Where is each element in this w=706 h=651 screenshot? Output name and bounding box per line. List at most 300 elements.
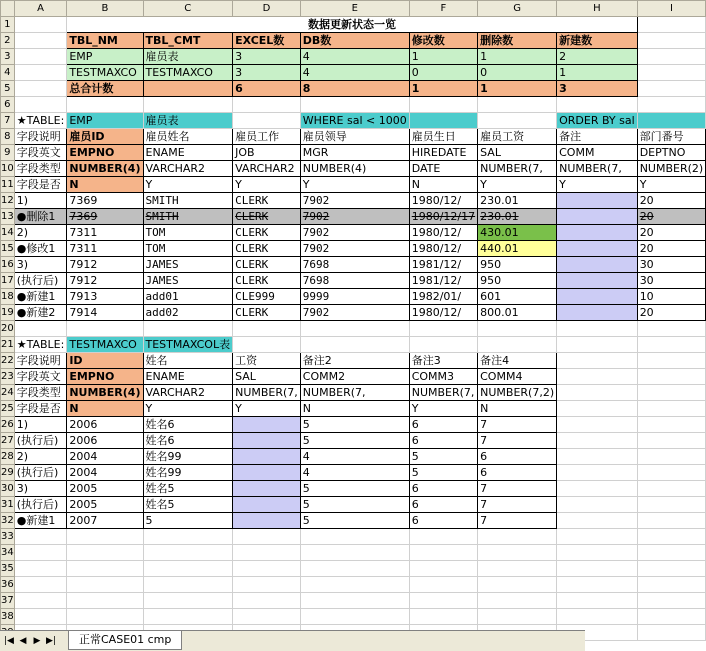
- row-header[interactable]: 22: [1, 353, 15, 369]
- cell-e26[interactable]: 5: [300, 417, 409, 433]
- cell-e25[interactable]: N: [300, 401, 409, 417]
- cell-f38[interactable]: [409, 609, 477, 625]
- cell-g25[interactable]: N: [478, 401, 557, 417]
- sheet-title-cell[interactable]: 数据更新状态一览: [67, 17, 637, 33]
- cell-i30[interactable]: [637, 481, 706, 497]
- cell-a5[interactable]: [14, 81, 67, 97]
- cell-g34[interactable]: [478, 545, 557, 561]
- row-header[interactable]: 20: [1, 321, 15, 337]
- cell-i18[interactable]: 10: [637, 289, 706, 305]
- cell-f23[interactable]: COMM3: [409, 369, 477, 385]
- cell-c23[interactable]: ENAME: [143, 369, 233, 385]
- cell-b22[interactable]: ID: [67, 353, 143, 369]
- cell-h25[interactable]: [557, 401, 638, 417]
- cell-d11[interactable]: Y: [233, 177, 301, 193]
- cell-a24[interactable]: 字段类型: [14, 385, 67, 401]
- cell-g7[interactable]: [478, 113, 557, 129]
- cell-g18[interactable]: 601: [478, 289, 557, 305]
- cell-e13[interactable]: 7902: [300, 209, 409, 225]
- cell-e36[interactable]: [300, 577, 409, 593]
- cell-e24[interactable]: NUMBER(7,: [300, 385, 409, 401]
- column-header-i[interactable]: I: [637, 1, 706, 17]
- cell-b27[interactable]: 2006: [67, 433, 143, 449]
- row-header[interactable]: 5: [1, 81, 15, 97]
- cell-e7[interactable]: WHERE sal < 1000: [300, 113, 409, 129]
- cell-b8[interactable]: 雇员ID: [67, 129, 143, 145]
- cell-c26[interactable]: 姓名6: [143, 417, 233, 433]
- column-header-h[interactable]: H: [557, 1, 638, 17]
- cell-d37[interactable]: [233, 593, 301, 609]
- cell-a32[interactable]: ●新建1: [14, 513, 67, 529]
- cell-b4[interactable]: TESTMAXCO: [67, 65, 143, 81]
- cell-c13[interactable]: SMITH: [143, 209, 233, 225]
- cell-g13[interactable]: 230.01: [478, 209, 557, 225]
- cell-a34[interactable]: [14, 545, 67, 561]
- cell-a19[interactable]: ●新建2: [14, 305, 67, 321]
- row-header[interactable]: 31: [1, 497, 15, 513]
- cell-e11[interactable]: Y: [300, 177, 409, 193]
- column-header-g[interactable]: G: [478, 1, 557, 17]
- cell-h30[interactable]: [557, 481, 638, 497]
- cell-i8[interactable]: 部门番号: [637, 129, 706, 145]
- cell-h22[interactable]: [557, 353, 638, 369]
- cell-g37[interactable]: [478, 593, 557, 609]
- cell-g11[interactable]: Y: [478, 177, 557, 193]
- cell-f36[interactable]: [409, 577, 477, 593]
- cell-i13[interactable]: 20: [637, 209, 706, 225]
- row-header[interactable]: 34: [1, 545, 15, 561]
- cell-i23[interactable]: [637, 369, 706, 385]
- cell-i29[interactable]: [637, 465, 706, 481]
- row-header[interactable]: 1: [1, 17, 15, 33]
- cell-e22[interactable]: 备注2: [300, 353, 409, 369]
- cell-e14[interactable]: 7902: [300, 225, 409, 241]
- cell-i15[interactable]: 20: [637, 241, 706, 257]
- cell-h34[interactable]: [557, 545, 638, 561]
- cell-e23[interactable]: COMM2: [300, 369, 409, 385]
- cell-g12[interactable]: 230.01: [478, 193, 557, 209]
- cell-b13[interactable]: 7369: [67, 209, 143, 225]
- cell-g31[interactable]: 7: [478, 497, 557, 513]
- cell-h23[interactable]: [557, 369, 638, 385]
- cell-c14[interactable]: TOM: [143, 225, 233, 241]
- cell-g3[interactable]: 1: [478, 49, 557, 65]
- row-header[interactable]: 32: [1, 513, 15, 529]
- cell-h27[interactable]: [557, 433, 638, 449]
- cell-i17[interactable]: 30: [637, 273, 706, 289]
- cell-f27[interactable]: 6: [409, 433, 477, 449]
- cell-h35[interactable]: [557, 561, 638, 577]
- cell-a14[interactable]: 2): [14, 225, 67, 241]
- cell-f26[interactable]: 6: [409, 417, 477, 433]
- cell-e35[interactable]: [300, 561, 409, 577]
- cell-d10[interactable]: VARCHAR2: [233, 161, 301, 177]
- cell-g21[interactable]: [478, 337, 557, 353]
- cell-i14[interactable]: 20: [637, 225, 706, 241]
- cell-e2[interactable]: DB数: [300, 33, 409, 49]
- cell-d4[interactable]: 3: [233, 65, 301, 81]
- cell-i31[interactable]: [637, 497, 706, 513]
- cell-h21[interactable]: [557, 337, 638, 353]
- cell-e17[interactable]: 7698: [300, 273, 409, 289]
- cell-a4[interactable]: [14, 65, 67, 81]
- cell-c12[interactable]: SMITH: [143, 193, 233, 209]
- row-header[interactable]: 23: [1, 369, 15, 385]
- cell-h29[interactable]: [557, 465, 638, 481]
- cell-e8[interactable]: 雇员领导: [300, 129, 409, 145]
- cell-e33[interactable]: [300, 529, 409, 545]
- cell-c27[interactable]: 姓名6: [143, 433, 233, 449]
- cell-a3[interactable]: [14, 49, 67, 65]
- cell-h32[interactable]: [557, 513, 638, 529]
- cell-b16[interactable]: 7912: [67, 257, 143, 273]
- cell-i38[interactable]: [637, 609, 706, 625]
- cell-e4[interactable]: 4: [300, 65, 409, 81]
- cell-h18[interactable]: [557, 289, 638, 305]
- cell-c30[interactable]: 姓名5: [143, 481, 233, 497]
- cell-e27[interactable]: 5: [300, 433, 409, 449]
- cell-b2[interactable]: TBL_NM: [67, 33, 143, 49]
- row-header[interactable]: 21: [1, 337, 15, 353]
- cell-a16[interactable]: 3): [14, 257, 67, 273]
- cell-h3[interactable]: 2: [557, 49, 638, 65]
- cell-a37[interactable]: [14, 593, 67, 609]
- row-header[interactable]: 17: [1, 273, 15, 289]
- cell-i2[interactable]: [637, 33, 706, 49]
- cell-h13[interactable]: [557, 209, 638, 225]
- column-header-f[interactable]: F: [409, 1, 477, 17]
- cell-c21[interactable]: TESTMAXCOL表: [143, 337, 233, 353]
- cell-f16[interactable]: 1981/12/: [409, 257, 477, 273]
- cell-h17[interactable]: [557, 273, 638, 289]
- cell-a25[interactable]: 字段是否: [14, 401, 67, 417]
- row-header[interactable]: 38: [1, 609, 15, 625]
- cell-c24[interactable]: VARCHAR2: [143, 385, 233, 401]
- cell-b11[interactable]: N: [67, 177, 143, 193]
- row-header[interactable]: 33: [1, 529, 15, 545]
- row-header[interactable]: 4: [1, 65, 15, 81]
- cell-d25[interactable]: Y: [233, 401, 301, 417]
- row-header[interactable]: 25: [1, 401, 15, 417]
- cell-g28[interactable]: 6: [478, 449, 557, 465]
- cell-b17[interactable]: 7912: [67, 273, 143, 289]
- cell-f3[interactable]: 1: [409, 49, 477, 65]
- cell-f29[interactable]: 5: [409, 465, 477, 481]
- column-header-b[interactable]: B: [67, 1, 143, 17]
- cell-h14[interactable]: [557, 225, 638, 241]
- cell-a15[interactable]: ●修改1: [14, 241, 67, 257]
- row-header[interactable]: 29: [1, 465, 15, 481]
- cell-i10[interactable]: NUMBER(2): [637, 161, 706, 177]
- cell-d27[interactable]: [233, 433, 301, 449]
- cell-f18[interactable]: 1982/01/: [409, 289, 477, 305]
- cell-a38[interactable]: [14, 609, 67, 625]
- row-header[interactable]: 19: [1, 305, 15, 321]
- cell-a36[interactable]: [14, 577, 67, 593]
- cell-i19[interactable]: 20: [637, 305, 706, 321]
- cell-d7[interactable]: [233, 113, 301, 129]
- cell-f15[interactable]: 1980/12/: [409, 241, 477, 257]
- cell-e5[interactable]: 8: [300, 81, 409, 97]
- cell-i7[interactable]: [637, 113, 706, 129]
- cell-f8[interactable]: 雇员生日: [409, 129, 477, 145]
- cell-d3[interactable]: 3: [233, 49, 301, 65]
- row-header[interactable]: 14: [1, 225, 15, 241]
- cell-h11[interactable]: Y: [557, 177, 638, 193]
- cell-f34[interactable]: [409, 545, 477, 561]
- cell-i27[interactable]: [637, 433, 706, 449]
- cell-f5[interactable]: 1: [409, 81, 477, 97]
- row-header[interactable]: 30: [1, 481, 15, 497]
- cell-b29[interactable]: 2004: [67, 465, 143, 481]
- cell-b34[interactable]: [67, 545, 143, 561]
- cell-e20[interactable]: [300, 321, 409, 337]
- cell-c35[interactable]: [143, 561, 233, 577]
- cell-d8[interactable]: 雇员工作: [233, 129, 301, 145]
- cell-c34[interactable]: [143, 545, 233, 561]
- row-header[interactable]: 9: [1, 145, 15, 161]
- cell-g16[interactable]: 950: [478, 257, 557, 273]
- cell-a29[interactable]: (执行后): [14, 465, 67, 481]
- cell-h31[interactable]: [557, 497, 638, 513]
- cell-d35[interactable]: [233, 561, 301, 577]
- cell-d36[interactable]: [233, 577, 301, 593]
- cell-b19[interactable]: 7914: [67, 305, 143, 321]
- first-sheet-button[interactable]: |◀: [4, 636, 14, 646]
- cell-g23[interactable]: COMM4: [478, 369, 557, 385]
- cell-i20[interactable]: [637, 321, 706, 337]
- cell-c25[interactable]: Y: [143, 401, 233, 417]
- cell-b32[interactable]: 2007: [67, 513, 143, 529]
- cell-i6[interactable]: [637, 97, 706, 113]
- row-header[interactable]: 12: [1, 193, 15, 209]
- cell-g17[interactable]: 950: [478, 273, 557, 289]
- cell-g6[interactable]: [478, 97, 557, 113]
- cell-d38[interactable]: [233, 609, 301, 625]
- cell-d24[interactable]: NUMBER(7,: [233, 385, 301, 401]
- cell-i12[interactable]: 20: [637, 193, 706, 209]
- cell-g19[interactable]: 800.01: [478, 305, 557, 321]
- row-header[interactable]: 24: [1, 385, 15, 401]
- cell-g22[interactable]: 备注4: [478, 353, 557, 369]
- cell-f6[interactable]: [409, 97, 477, 113]
- cell-c33[interactable]: [143, 529, 233, 545]
- cell-d16[interactable]: CLERK: [233, 257, 301, 273]
- cell-c28[interactable]: 姓名99: [143, 449, 233, 465]
- cell-g27[interactable]: 7: [478, 433, 557, 449]
- cell-e3[interactable]: 4: [300, 49, 409, 65]
- cell-c38[interactable]: [143, 609, 233, 625]
- cell-d19[interactable]: CLERK: [233, 305, 301, 321]
- cell-c8[interactable]: 雇员姓名: [143, 129, 233, 145]
- sheet-tab-active[interactable]: 正常CASE01 cmp: [68, 631, 182, 650]
- cell-f21[interactable]: [409, 337, 477, 353]
- row-header[interactable]: 16: [1, 257, 15, 273]
- cell-g29[interactable]: 6: [478, 465, 557, 481]
- cell-b33[interactable]: [67, 529, 143, 545]
- cell-c17[interactable]: JAMES: [143, 273, 233, 289]
- cell-a17[interactable]: (执行后): [14, 273, 67, 289]
- cell-b7[interactable]: EMP: [67, 113, 143, 129]
- cell-h37[interactable]: [557, 593, 638, 609]
- cell-f31[interactable]: 6: [409, 497, 477, 513]
- cell-f4[interactable]: 0: [409, 65, 477, 81]
- cell-d31[interactable]: [233, 497, 301, 513]
- cell-c22[interactable]: 姓名: [143, 353, 233, 369]
- cell-i28[interactable]: [637, 449, 706, 465]
- cell-c31[interactable]: 姓名5: [143, 497, 233, 513]
- cell-a30[interactable]: 3): [14, 481, 67, 497]
- row-header[interactable]: 3: [1, 49, 15, 65]
- cell-d33[interactable]: [233, 529, 301, 545]
- row-header[interactable]: 8: [1, 129, 15, 145]
- row-header[interactable]: 27: [1, 433, 15, 449]
- cell-b25[interactable]: N: [67, 401, 143, 417]
- cell-e37[interactable]: [300, 593, 409, 609]
- row-header[interactable]: 35: [1, 561, 15, 577]
- cell-i5[interactable]: [637, 81, 706, 97]
- cell-d17[interactable]: CLERK: [233, 273, 301, 289]
- cell-b24[interactable]: NUMBER(4): [67, 385, 143, 401]
- cell-e32[interactable]: 5: [300, 513, 409, 529]
- cell-b37[interactable]: [67, 593, 143, 609]
- cell-c3[interactable]: 雇员表: [143, 49, 233, 65]
- cell-d12[interactable]: CLERK: [233, 193, 301, 209]
- cell-f7[interactable]: [409, 113, 477, 129]
- cell-e28[interactable]: 4: [300, 449, 409, 465]
- cell-f22[interactable]: 备注3: [409, 353, 477, 369]
- cell-a18[interactable]: ●新建1: [14, 289, 67, 305]
- cell-g35[interactable]: [478, 561, 557, 577]
- cell-h26[interactable]: [557, 417, 638, 433]
- cell[interactable]: [14, 17, 67, 33]
- cell-a9[interactable]: 字段英文: [14, 145, 67, 161]
- cell-b35[interactable]: [67, 561, 143, 577]
- cell-b30[interactable]: 2005: [67, 481, 143, 497]
- cell-b14[interactable]: 7311: [67, 225, 143, 241]
- cell-a12[interactable]: 1): [14, 193, 67, 209]
- cell-b18[interactable]: 7913: [67, 289, 143, 305]
- row-header[interactable]: 15: [1, 241, 15, 257]
- cell-c2[interactable]: TBL_CMT: [143, 33, 233, 49]
- cell-d6[interactable]: [233, 97, 301, 113]
- cell-a28[interactable]: 2): [14, 449, 67, 465]
- cell-a10[interactable]: 字段类型: [14, 161, 67, 177]
- cell-c15[interactable]: TOM: [143, 241, 233, 257]
- last-sheet-button[interactable]: ▶|: [46, 636, 56, 646]
- row-header[interactable]: 10: [1, 161, 15, 177]
- row-header[interactable]: 37: [1, 593, 15, 609]
- cell-g38[interactable]: [478, 609, 557, 625]
- cell-c32[interactable]: 5: [143, 513, 233, 529]
- row-header[interactable]: 18: [1, 289, 15, 305]
- cell-h19[interactable]: [557, 305, 638, 321]
- cell-e34[interactable]: [300, 545, 409, 561]
- cell-g24[interactable]: NUMBER(7,2): [478, 385, 557, 401]
- cell-d9[interactable]: JOB: [233, 145, 301, 161]
- cell-d22[interactable]: 工资: [233, 353, 301, 369]
- cell-d14[interactable]: CLERK: [233, 225, 301, 241]
- cell-c10[interactable]: VARCHAR2: [143, 161, 233, 177]
- cell-a21[interactable]: ★TABLE:: [14, 337, 67, 353]
- prev-sheet-button[interactable]: ◀: [19, 636, 27, 646]
- select-all-corner[interactable]: [1, 1, 15, 17]
- cell-a2[interactable]: [14, 33, 67, 49]
- next-sheet-button[interactable]: ▶: [33, 636, 41, 646]
- cell-h9[interactable]: COMM: [557, 145, 638, 161]
- row-header[interactable]: 7: [1, 113, 15, 129]
- cell-d13[interactable]: CLERK: [233, 209, 301, 225]
- cell-d21[interactable]: [233, 337, 301, 353]
- cell-b21[interactable]: TESTMAXCO: [67, 337, 143, 353]
- cell-c4[interactable]: TESTMAXCO: [143, 65, 233, 81]
- cell-a20[interactable]: [14, 321, 67, 337]
- cell-a26[interactable]: 1): [14, 417, 67, 433]
- cell-f25[interactable]: Y: [409, 401, 477, 417]
- cell-e12[interactable]: 7902: [300, 193, 409, 209]
- cell-g36[interactable]: [478, 577, 557, 593]
- cell-d34[interactable]: [233, 545, 301, 561]
- cell-b10[interactable]: NUMBER(4): [67, 161, 143, 177]
- cell-g32[interactable]: 7: [478, 513, 557, 529]
- cell-b38[interactable]: [67, 609, 143, 625]
- cell-h4[interactable]: 1: [557, 65, 638, 81]
- cell-c7[interactable]: 雇员表: [143, 113, 233, 129]
- cell-e16[interactable]: 7698: [300, 257, 409, 273]
- cell-b28[interactable]: 2004: [67, 449, 143, 465]
- cell-b36[interactable]: [67, 577, 143, 593]
- cell-a27[interactable]: (执行后): [14, 433, 67, 449]
- cell-e21[interactable]: [300, 337, 409, 353]
- cell-i34[interactable]: [637, 545, 706, 561]
- cell-i32[interactable]: [637, 513, 706, 529]
- cell-e19[interactable]: 7902: [300, 305, 409, 321]
- cell-f19[interactable]: 1980/12/: [409, 305, 477, 321]
- cell-f30[interactable]: 6: [409, 481, 477, 497]
- cell-b23[interactable]: EMPNO: [67, 369, 143, 385]
- cell-h36[interactable]: [557, 577, 638, 593]
- cell-d5[interactable]: 6: [233, 81, 301, 97]
- row-header[interactable]: 6: [1, 97, 15, 113]
- cell-f10[interactable]: DATE: [409, 161, 477, 177]
- cell-f37[interactable]: [409, 593, 477, 609]
- row-header[interactable]: 13: [1, 209, 15, 225]
- cell-f13[interactable]: 1980/12/17: [409, 209, 477, 225]
- cell-b15[interactable]: 7311: [67, 241, 143, 257]
- cell-h15[interactable]: [557, 241, 638, 257]
- cell-g4[interactable]: 0: [478, 65, 557, 81]
- cell-f11[interactable]: N: [409, 177, 477, 193]
- cell-b12[interactable]: 7369: [67, 193, 143, 209]
- cell-h38[interactable]: [557, 609, 638, 625]
- cell-f35[interactable]: [409, 561, 477, 577]
- cell-i24[interactable]: [637, 385, 706, 401]
- cell-h7[interactable]: ORDER BY sal: [557, 113, 638, 129]
- cell-h8[interactable]: 备注: [557, 129, 638, 145]
- cell-f32[interactable]: 6: [409, 513, 477, 529]
- row-header[interactable]: 11: [1, 177, 15, 193]
- cell-i37[interactable]: [637, 593, 706, 609]
- cell-c6[interactable]: [143, 97, 233, 113]
- cell-g8[interactable]: 雇员工资: [478, 129, 557, 145]
- cell-i3[interactable]: [637, 49, 706, 65]
- cell-e31[interactable]: 5: [300, 497, 409, 513]
- cell-i4[interactable]: [637, 65, 706, 81]
- cell-i25[interactable]: [637, 401, 706, 417]
- cell-d29[interactable]: [233, 465, 301, 481]
- row-header[interactable]: 28: [1, 449, 15, 465]
- cell-a8[interactable]: 字段说明: [14, 129, 67, 145]
